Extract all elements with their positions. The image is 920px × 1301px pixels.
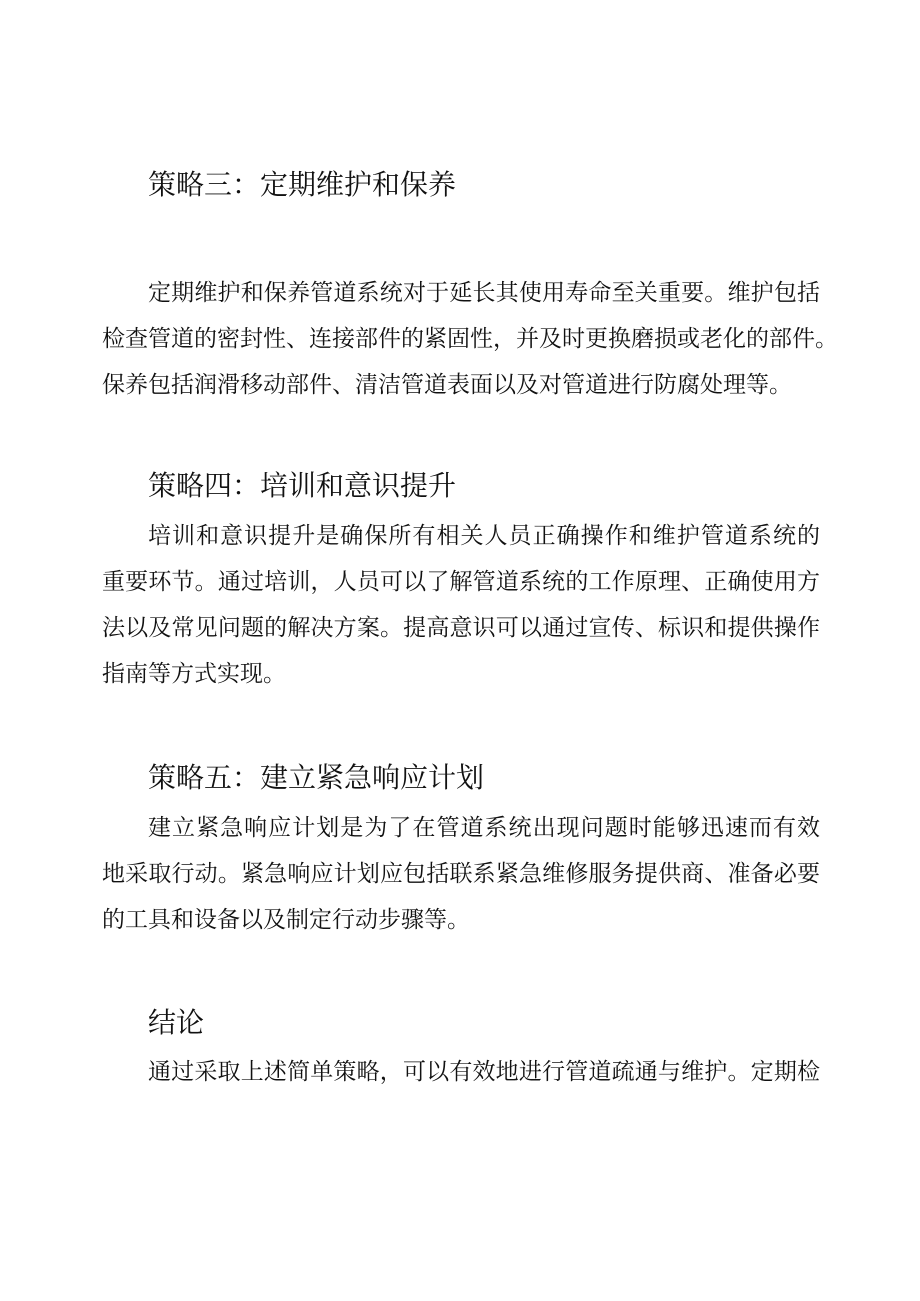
section-body-strategy-4 [102,513,820,697]
section-heading-strategy-5: 策略五：建立紧急响应计划 [148,761,485,794]
paragraph-line: 重要环节。通过培训，人员可以了解管道系统的工作原理、正确使用方 [102,569,820,595]
paragraph-line: 通过采取上述简单策略，可以有效地进行管道疏通与维护。定期检 [148,1059,820,1085]
paragraph-line: 检查管道的密封性、连接部件的紧固性，并及时更换磨损或老化的部件。 [102,326,838,352]
paragraph-line: 地采取行动。紧急响应计划应包括联系紧急维修服务提供商、准备必要 [102,861,820,887]
paragraph-line: 建立紧急响应计划是为了在管道系统出现问题时能够迅速而有效 [148,815,820,841]
paragraph-line: 法以及常见问题的解决方案。提高意识可以通过宣传、标识和提供操作 [102,615,820,641]
paragraph-line: 保养包括润滑移动部件、清洁管道表面以及对管道进行防腐处理等。 [102,372,792,398]
section-body-strategy-5 [102,805,820,943]
section-body-conclusion [102,1049,820,1095]
paragraph-line: 培训和意识提升是确保所有相关人员正确操作和维护管道系统的 [148,523,820,549]
section-heading-strategy-3: 策略三：定期维护和保养 [148,168,457,201]
paragraph-line: 定期维护和保养管道系统对于延长其使用寿命至关重要。维护包括 [148,280,820,306]
section-heading-strategy-4: 策略四：培训和意识提升 [148,469,457,502]
section-heading-conclusion: 结论 [148,1006,205,1039]
paragraph-line: 的工具和设备以及制定行动步骤等。 [102,907,470,933]
section-body-strategy-3 [102,270,838,408]
paragraph-line: 指南等方式实现。 [102,661,286,687]
